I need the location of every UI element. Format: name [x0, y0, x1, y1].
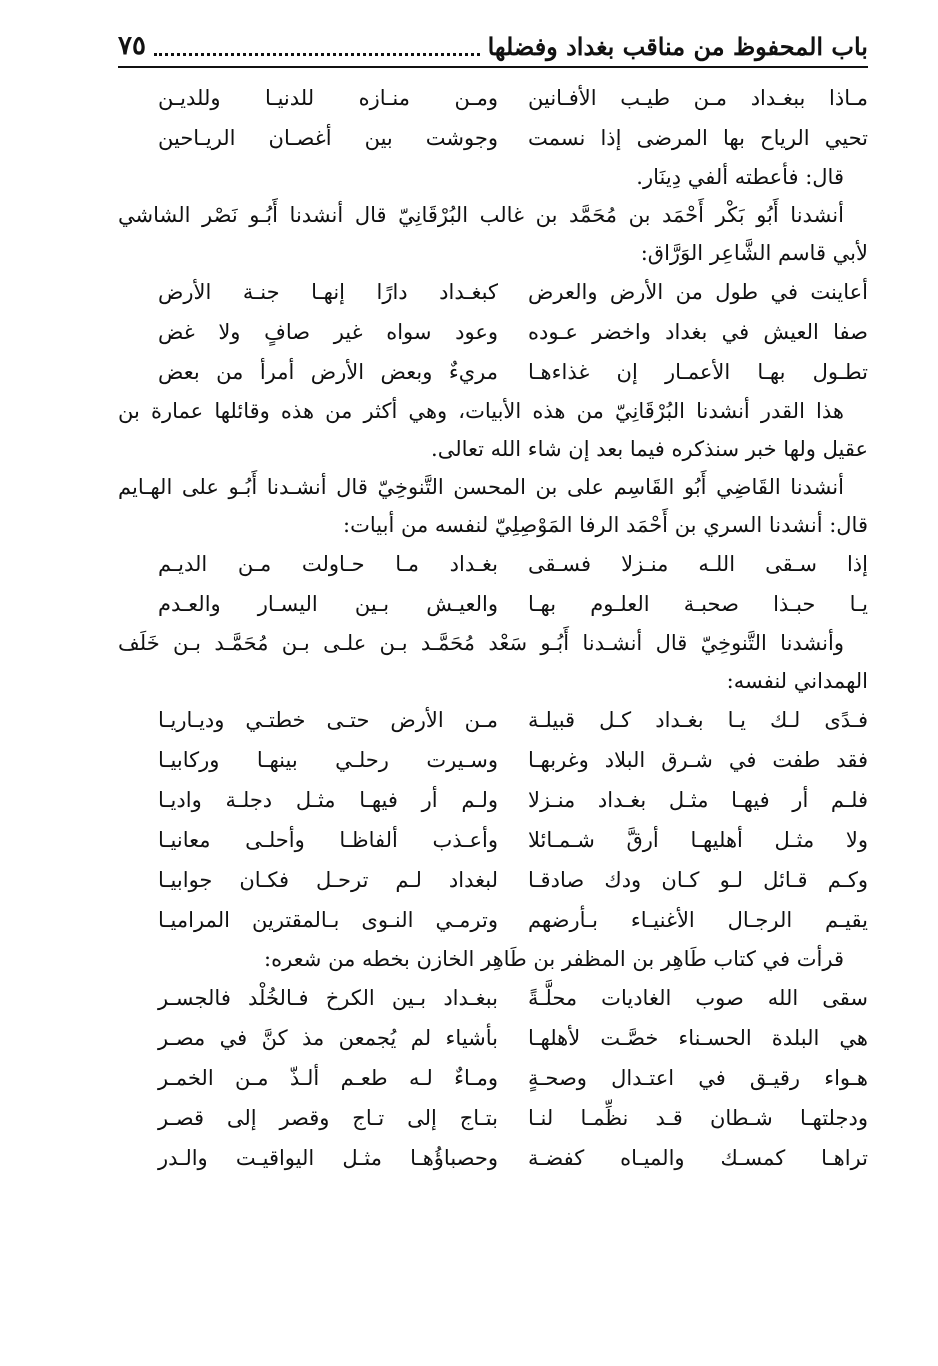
second-hemistich: وجوشت بين أغصـان الريـاحين	[158, 126, 498, 150]
second-hemistich: مريءٌ وبعض الأرض أمرأ من بعض	[158, 360, 498, 384]
second-hemistich: كبغـداد دارًا إنهـا جنـة الأرض	[158, 280, 498, 304]
second-hemistich: بأشياء لم يُجمعن مذ كنَّ في مصـر	[158, 1026, 498, 1050]
page-header	[118, 26, 868, 68]
second-hemistich: وعود سواه غير صافٍ ولا غض	[158, 320, 498, 344]
verse-line	[118, 860, 868, 900]
verse-line	[118, 700, 868, 740]
first-hemistich: تحيي الرياح بها المرضى إذا نسمت	[528, 126, 868, 150]
prose-line: قرأت في كتاب طَاهِر بن المظفر بن طَاهِر الخازن بخطه من شعره:	[264, 947, 844, 971]
verse-line	[118, 820, 868, 860]
first-hemistich: ولا مثـل أهليهـا أرقَّ شـمـائلا	[528, 828, 868, 852]
second-hemistich: لبغداد لـم ترحـل فكـان جوابيـا	[158, 868, 498, 892]
first-hemistich: يـا حبـذا صحبـة العلـوم بهـا	[528, 592, 868, 616]
prose-line: وأنشدنا التَّنوخِيّ قال أنشـدنا أَبُـو سَعْد مُحَمَّـد بـن علـى بـن مُحَمَّـد بـن خَلَف	[118, 631, 844, 655]
first-hemistich: سقى الله صوب الغاديات محلَّـةً	[528, 986, 868, 1010]
first-hemistich: فقد طفت في شـرق البلاد وغربهـا	[528, 748, 868, 772]
verse-line	[118, 1138, 868, 1178]
verse-line	[118, 740, 868, 780]
verse-line	[118, 272, 868, 312]
second-hemistich: ومـن منـازه للدنيـا وللديـن	[158, 86, 498, 110]
page-number: ٧٥	[118, 31, 146, 61]
prose-line: قال: فأعطته ألفي دِينَار.	[636, 165, 844, 189]
verse-line	[118, 312, 868, 352]
verse-line	[118, 1098, 868, 1138]
page-body	[118, 78, 868, 1178]
leader-dots	[154, 37, 480, 56]
second-hemistich: وترمـي النـوى بـالمقترين المراميـا	[158, 908, 498, 932]
first-hemistich: وكـم قـائل لـو كـان ودك صادقـا	[528, 868, 868, 892]
second-hemistich: وأعـذب ألفاظـا وأحلـى معانيـا	[158, 828, 498, 852]
prose-line: أنشدنا القَاضِي أَبُو القَاسِم على بن المحسن التَّنوخِيّ قال أنشـدنا أَبُـو على الهـايم	[118, 475, 844, 499]
first-hemistich: صفا العيش في بغداد واخضر عـوده	[528, 320, 868, 344]
second-hemistich: مـن الأرض حتـى خطتـي وديـاريـا	[158, 708, 498, 732]
first-hemistich: إذا سـقى اللـه منـزلا فسـقى	[528, 552, 868, 576]
verse-line	[118, 118, 868, 158]
first-hemistich: هي البلدة الحسـناء خصَّـت لأهلهـا	[528, 1026, 868, 1050]
verse-line	[118, 978, 868, 1018]
verse-line	[118, 352, 868, 392]
prose-line: لأبي قاسم الشَّاعِر الوَرَّاق:	[640, 241, 868, 265]
verse-line	[118, 78, 868, 118]
first-hemistich: فلـم أر فيهـا مثـل بغـداد منـزلا	[528, 788, 868, 812]
chapter-title: باب المحفوظ من مناقب بغداد وفضلها	[487, 31, 868, 61]
first-hemistich: فـدًى لـك يـا بغـداد كـل قبيلـة	[528, 708, 868, 732]
first-hemistich: هـواء رقيـق في اعتـدال وصحـةٍ	[528, 1066, 868, 1090]
verse-line	[118, 544, 868, 584]
verse-line	[118, 900, 868, 940]
prose-line: هذا القدر أنشدنا البُرْقَانِيّ من هذه الأبيات، وهي أكثر من هذه وقائلها عمارة بن	[118, 399, 844, 423]
second-hemistich: بغـداد مـا حـاولت مـن الديـم	[158, 552, 498, 576]
first-hemistich: تطـول بهـا الأعمـار إن غذاءهـا	[528, 360, 868, 384]
second-hemistich: والعيـش بـين اليسـار والعـدم	[158, 592, 498, 616]
prose-line: أنشدنا أَبُو بَكْر أَحْمَد بن مُحَمَّد بن غالب البُرْقَانِيّ قال أنشدنا أَبُـو نَصْر الشاشي	[118, 203, 844, 227]
second-hemistich: ومـاءٌ لـه طعـم ألـذّ مـن الخمـر	[158, 1066, 498, 1090]
verse-line	[118, 1018, 868, 1058]
verse-line	[118, 1058, 868, 1098]
prose-line: الهمداني لنفسه:	[726, 669, 868, 693]
second-hemistich: وحصباؤُهـا مثـل اليواقيـت والـدر	[158, 1146, 498, 1170]
second-hemistich: وسـيرت رحلـي بينهـا وركابيـا	[158, 748, 498, 772]
second-hemistich: ولـم أر فيهـا مثـل دجلـة واديـا	[158, 788, 498, 812]
first-hemistich: ودجلتهـا شـطان قـد نظِّمـا لنـا	[528, 1106, 868, 1130]
verse-line	[118, 584, 868, 624]
first-hemistich: مـاذا ببغـداد مـن طيـب الأفـانين	[528, 86, 868, 110]
second-hemistich: بتـاج إلى تـاج وقصر إلى قصـر	[158, 1106, 498, 1130]
first-hemistich: تراهـا كمسـك والميـاه كفضـة	[528, 1146, 868, 1170]
first-hemistich: أعاينت في طول من الأرض والعرض	[528, 280, 868, 304]
prose-line: عقيل ولها خبر سنذكره فيما بعد إن شاء الله تعالى.	[431, 437, 868, 461]
second-hemistich: ببغـداد بـين الكرخ فـالخُلْد فالجسـر	[158, 986, 498, 1010]
prose-line: قال: أنشدنا السري بن أَحْمَد الرفا المَوْصِلِيّ لنفسه من أبيات:	[343, 513, 868, 537]
book-page	[118, 26, 868, 1178]
first-hemistich: يقيـم الرجـال الأغنيـاء بـأرضهم	[528, 908, 868, 932]
verse-line	[118, 780, 868, 820]
